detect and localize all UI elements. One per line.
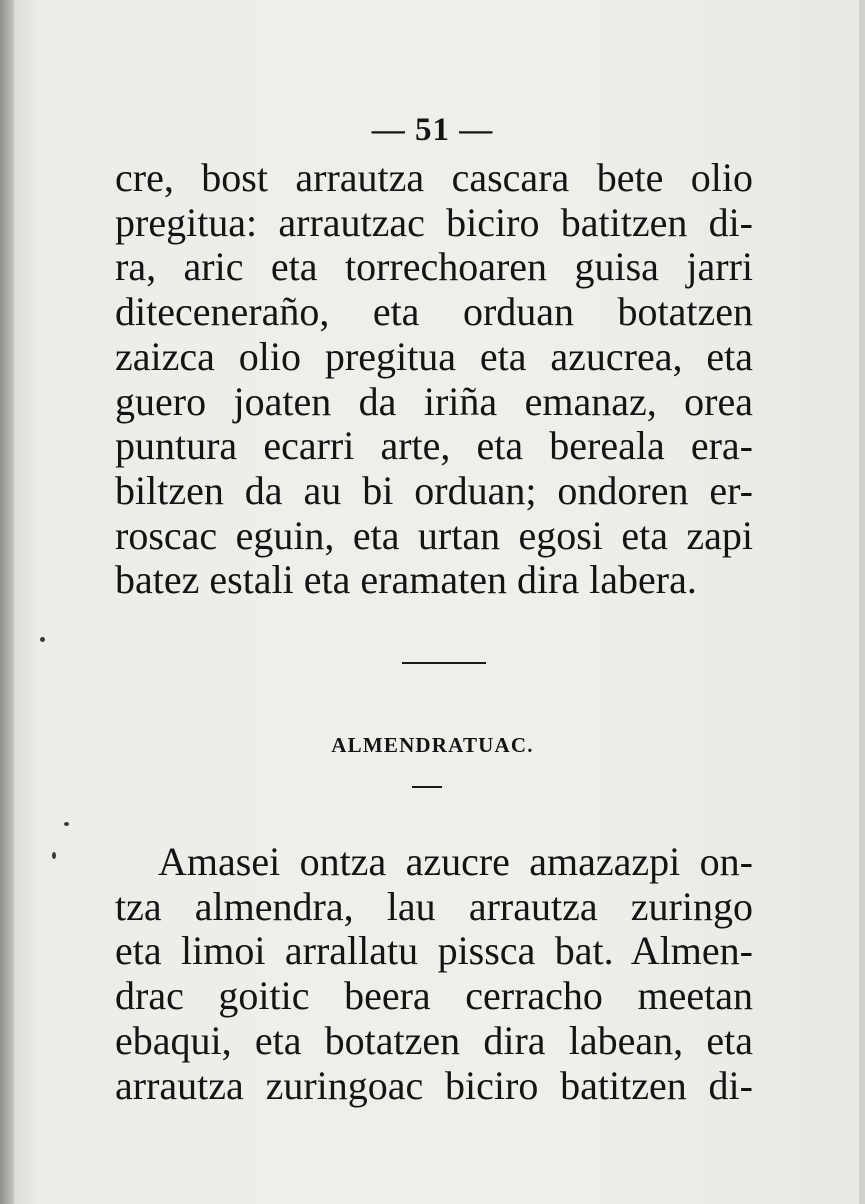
- text-line: guero joaten da iriña emanaz, orea: [115, 378, 753, 424]
- text-line: drac goitic beera cerracho meetan: [115, 973, 753, 1019]
- text-line: zaizca olio pregitua eta azucrea, eta: [115, 333, 753, 379]
- paragraph-continued: [115, 156, 753, 603]
- paper-speck: [40, 637, 45, 642]
- page-binding-edge: [0, 0, 14, 1204]
- text-line: Amasei ontza azucre amazazpi on-: [158, 839, 753, 884]
- text-line: ra, aric eta torrechoaren guisa jarri: [115, 244, 753, 290]
- text-line: roscac eguin, eta urtan egosi eta zapi: [115, 512, 753, 558]
- paper-speck: [52, 852, 56, 859]
- text-line: pregitua: arrautzac biciro batitzen di-: [115, 199, 753, 245]
- text-line: biltzen da au bi orduan; ondoren er-: [115, 467, 753, 513]
- heading-underline-rule: [412, 786, 442, 788]
- paper-speck: [64, 822, 69, 826]
- text-line: tza almendra, lau arrautza zuringo: [115, 883, 753, 929]
- text-line: arrautza zuringoac biciro batitzen di-: [115, 1062, 753, 1108]
- text-line: ebaqui, eta botatzen dira labean, eta: [115, 1017, 753, 1063]
- text-line: puntura ecarri arte, eta bereala era-: [115, 423, 753, 469]
- section-heading: ALMENDRATUAC.: [331, 733, 534, 757]
- text-line: cre, bost arrautza cascara bete olio: [115, 155, 753, 200]
- text-line: ditecenerañо, eta orduan botatzen: [115, 289, 753, 335]
- page-number: — 51 —: [371, 112, 494, 148]
- text-line: eta limoi arrallatu pissca bat. Almen-: [115, 928, 753, 974]
- section-divider-rule: [402, 662, 486, 664]
- text-line: batez estali eta eramaten dira labera.: [115, 557, 697, 603]
- paragraph-recipe: [115, 840, 753, 1108]
- page-right-edge: [859, 0, 865, 1204]
